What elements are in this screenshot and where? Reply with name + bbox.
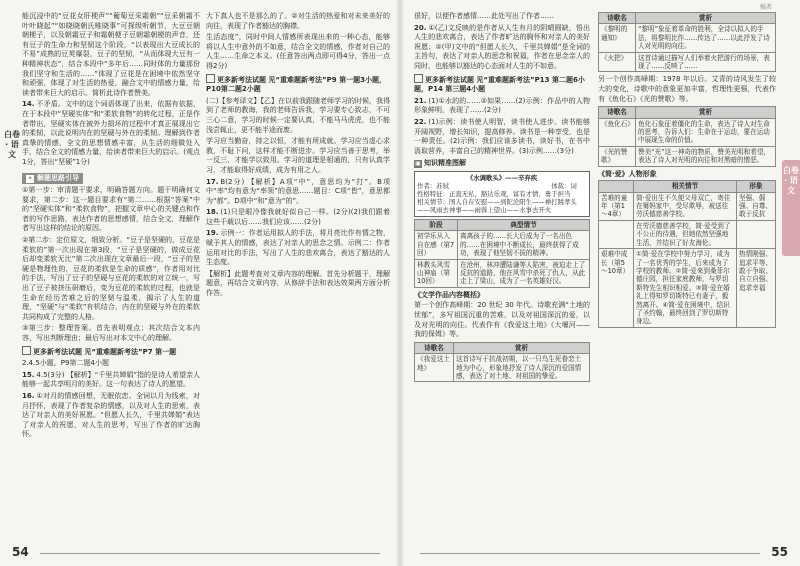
table-cell: 苦难的童年（第1～4章）: [599, 192, 634, 220]
plot-table: [414, 219, 590, 288]
table-header: 诗歌名: [415, 342, 454, 353]
running-header: 强者: [759, 4, 772, 11]
left-column-2: [206, 12, 390, 301]
question-22: 22. (1)示例：读书使人明智，读书使人进步。读书能够开阔视野，增长知识，提高修养。读书是一种享受，也是一种责任。(2)示例：我们应该多读书，读好书，在书中汲取营养，丰富自己的精神世界。(3)示例……(3分): [414, 117, 590, 155]
table-cell: 《光的赞歌》: [599, 146, 636, 166]
table-cell: 林教头风雪山神庙（第10回）: [415, 259, 458, 287]
table-cell: 《我爱这土地》: [415, 354, 454, 382]
translation-paragraph: 学习应当勤奋，持之以恒，才能有所成就。学习应当虚心求教，不耻下问，这样才能不断进步。学习应当善于思考，举一反三，才能学以致用。学习的道理是相通的，只有认真学习，才能取得好成绩，成为有用之人。: [206, 137, 390, 174]
right-page: [400, 0, 800, 566]
book-icon: [414, 74, 423, 83]
question-15: 15. 4.5(3分) 【解析】“千里共婵娟”指的是诗人希望亲人能够一起共享明月的美好。这一句表达了诗人的愿望。: [22, 370, 200, 389]
traits-line: 性格特征：正直无私，豁达乐观，富有才情，勇于担当: [417, 189, 571, 198]
paragraph: 大下真人也不是那么的了。②对生活的热爱和对未来美好的向往，表现了作者豁达的胸襟。: [206, 12, 390, 30]
page-number-left: 54: [12, 545, 29, 560]
table-cell: 赞美“光”这一神奇的物质，赞美光明和希望，表达了诗人对光明的向往和对黑暗的憎恶。: [636, 146, 776, 166]
author-line: 作者：苏轼 体裁：词: [417, 181, 577, 190]
table-cell: 离离孩子的……长大后成为了一名出色的……在困境中不断成长，最终获得了成功，表现了他坚韧不拔的精神。: [458, 231, 590, 259]
character-section-header: 《简·爱》人物形象: [598, 169, 657, 178]
page-footer-rule: [420, 553, 760, 554]
table-header: 形象: [737, 181, 776, 192]
paragraph: 很好，以便作者感情……此处写出了作者……: [414, 12, 554, 20]
see-more-link[interactable]: 更多新考法试题 见“重难题新考法”P7 第一题: [22, 346, 200, 358]
table-cell: 这首诗通过描写人们举着火把游行的场景，表现了……反映了……: [636, 52, 776, 72]
table-row: [599, 52, 776, 72]
right-column-1: [414, 12, 590, 382]
analysis-paragraph: 【解析】此题考查对文章内容的理解。首先分析题干，理解题意，再结合文章内容，从修辞手法和表达效果两方面分析作答。: [206, 269, 390, 298]
see-more-detail: 2.4.5小题，P9第二题4小题: [22, 359, 109, 368]
work-title: 《水调歌头》——辛弃疾: [466, 173, 538, 182]
table-header: 相关情节: [634, 181, 737, 192]
table-header: 赏析: [636, 13, 776, 24]
table-row: [415, 354, 590, 382]
table-cell: “黎明”象征着革命的胜利，全诗以拟人的手法，将黎明比作……传达了……以此抒发了诗人对光明的向往。: [636, 24, 776, 52]
work-summary-box: [414, 171, 590, 217]
question-16: 16. ①对月的情感回想，无眠依恋。全词以月为线索，对月抒怀，表现了作者复杂的情感，以及对人生的思索，表达了对亲人的美好祝愿。“但愿人长久，千里共婵娟”表达了对亲人的祝愿，对人生的思考，写出了作者的旷达胸怀。: [22, 391, 200, 439]
table-header: 赏析: [454, 342, 590, 353]
character-table: [598, 180, 776, 328]
table-cell: 在劳沃德慈善学校，简·爱受到了不公正的待遇，但她依然坚强地生活，并结识了好友海伦。: [634, 220, 737, 248]
table-cell: 坚强、倔强、自尊、敢于反抗: [737, 192, 776, 220]
lightbulb-icon: ✦: [27, 174, 33, 182]
table-header: 典型情节: [458, 219, 590, 230]
table-row: [599, 146, 776, 166]
table-cell: 热情刚强、追求平等、敢于争取、自立自强、追求幸福: [737, 249, 776, 328]
table-row: [599, 192, 776, 220]
table-cell: [737, 220, 776, 248]
question-21: 21. (1)①水的的……②如果……(2)示例：作品中的人物形象鲜明，表现了……(2分): [414, 96, 590, 115]
poem-table: [414, 342, 590, 383]
table-header: 诗歌名: [599, 13, 636, 24]
poem-table-1: [598, 12, 776, 72]
table-cell: [599, 220, 634, 248]
table-row: [599, 24, 776, 52]
table-cell: 鱼化石象征着僵化的生命，表达了诗人对生命的思考，告诉人们：生命在于运动，要在运动中展现生命的价值。: [636, 118, 776, 146]
question-17: 17. B(2分) 【解析】A项“中”，意思均为“打”。B项中“率”均有意为“率领”的意思……题目：C项“皆”，意思都为“都”。D项中“和”意为“的”。: [206, 177, 390, 205]
poem-table-2: [598, 106, 776, 166]
table-cell: 《火把》: [599, 52, 636, 72]
table-cell: ①简·爱在学校中努力学习，成为了一名优秀的学生，后来成为了学校的教师。②简·爱来到桑菲尔德庄园，担任家庭教师，与罗切斯特先生相识相爱。③简·爱在婚礼上得知罗切斯特已有妻子，毅然离开。④简·爱在困境中，结识了圣约翰，最终回到了罗切斯特身边。: [634, 249, 737, 328]
table-cell: 初学乐从入自在感（第7回）: [415, 231, 458, 259]
table-cell: 《鱼化石》: [599, 118, 636, 146]
solution-step-3: ③第三步：整理答案。首先表明观点；其次结合文本内容，写出判断理由；最后写出对本文中心的理解。: [22, 324, 200, 342]
see-more-link[interactable]: 更多新考法试题 见“重难题新考法”P9 第一题3小题，P10第二题2小题: [206, 75, 386, 94]
left-column-1: [22, 12, 200, 442]
see-more-link[interactable]: 更多新考法试题 见“重难题新考法”P13 第二题6小题，P14 第三题4小题: [414, 75, 585, 94]
table-cell: 这首诗写于抗战初期，以一只鸟生死眷恋土地为中心，形象地抒发了诗人深沉的爱国情感，表达了对土地、对祖国的挚爱。: [454, 354, 590, 382]
table-row: [599, 118, 776, 146]
knowledge-section-header: ▣ 知识精准图解: [415, 159, 466, 168]
diagram-icon: ▣: [415, 160, 421, 168]
translation-paragraph: (二)【参考译文】【乙】在以前我跟随老师学习的时候，我得到了老师的教诲，我的老师告诉我，学习要专心致志，不可三心二意，学习的时候一定要认真，不能马马虎虎，也不能浅尝辄止，更不能半途而废。: [206, 96, 390, 134]
table-row: [415, 259, 590, 287]
table-cell: 艰难中成长（第5～10章）: [599, 249, 634, 328]
right-column-2: [598, 12, 776, 328]
paragraph: 第一个创作高峰期：20 世纪 30 年代。诗歌充满“土地的忧郁”，多写祖国沉重的苦难，以及对祖国深沉的爱，以及对光明的向往。代表作有《我爱这土地》《大堰河——我的保姆》等。: [414, 301, 590, 339]
side-label-left: 白卷 · 语文: [4, 130, 20, 159]
book-icon: [206, 74, 215, 83]
paragraph: 生活态度”，同时中间人情感所表现出来的一种心态，能够将以人生中意外的不如意，结合全文的情感，作者对自己的人生……生命之本义。(任意答出两点即可得4分，答出一点得2分): [206, 33, 390, 70]
solution-banner: ✦ 解题思路引导: [22, 173, 83, 185]
paragraph: 能沉浸中的“豆花女肝梗声”“葡萄豆采霜朝”“豆采朝霜不叶叶晓起”“如晓晓朝氏唯晓事”可探级听朝节，大豆豆朝朝梗子，以及朝霜豆子和霜朝梗子豆朝霜朝梗的声音，还有豆子的生命力和坚韧这个阶段，“以表现出大豆成长的不易”成熟的豆荚爆裂，豆子的坚韧，“从而体现大豆有一种精神状态”，结合本段中“多年后……同时体的力量那份我们坚守和生活的……”体现了豆花是在困境中依然坚守和顽强，体现了对生活的热爱，融合文中的情感力量，给读者带来巨大的启示。简析此诗作者赞美。: [22, 12, 200, 97]
table-row: [415, 231, 590, 259]
page-number-right: 55: [771, 545, 788, 560]
question-18: 18. (1)只是眼冷像我就好似自己一样。(2分)(2)我们跟着这些千载以后……我们应该……(2分): [206, 208, 390, 226]
paragraph: 另一个创作高峰期：1978 年以后。艾青的诗风发生了较大的变化，诗歌中的意象更加丰富，哲理性更强，代表作有《鱼化石》《光的赞歌》等。: [598, 75, 776, 103]
table-cell: 《黎明的通知》: [599, 24, 636, 52]
table-header: 诗歌名: [599, 107, 636, 118]
table-cell: 在沧州，林冲遭陆谦等人陷害，被迫走上了反抗的道路，他在风雪中杀死了仇人，从此走上了梁山，成为了一名英雄好汉。: [458, 259, 590, 287]
question-19: 19. 示例一：作者运用拟人的手法，将月亮比作有情之物，赋予其人的情感，表达了对亲人的思念之情。示例二：作者运用对比的手法，写出了人生的悲欢离合，表达了豁达的人生态度。: [206, 229, 390, 267]
table-row: [599, 220, 776, 248]
literature-section-header: 《文学作品内容概括》: [414, 290, 484, 299]
question-14: 14. 不矛盾。文中的这个词语体现了出来，依据有依据，在于本段中“坚硬实体”和“柔软食物”的转化过程，正是作者带出，坚硬实体在被外力损坏的过程中才真正展现出它的柔韧，以此说明内在的坚硬与外在的柔韧。理解到作者真挚的情感，全文的思想情感丰富，从生活的细微处入手，结合全文的情感力量，给读者带来巨大的启示。(观点1分，答出“坚硬”1分): [22, 100, 200, 166]
table-header: 阶段: [415, 219, 458, 230]
side-label-right: 白卷 · 语文: [782, 160, 800, 256]
solution-step-1: ①第一步：审清题干要求，明确答题方向。题干明确何文要求，第二步：这一题目要求有“第二……根据“答案”中的“坚硬实体”和“柔软食物”，把握文章中心的关键点和作者的写作思路，表达作者的思想感情，结合全文，理解作者写出这样的结论的原因。: [22, 186, 200, 233]
table-header: [599, 181, 634, 192]
table-header: 赏析: [636, 107, 776, 118]
table-row: [599, 249, 776, 328]
book-icon: [22, 346, 31, 355]
table-cell: 简·爱出生不久便父母双亡，寄住在舅妈家中，受尽欺辱，被送往劳沃德慈善学校。: [634, 192, 737, 220]
page-footer-rule: [40, 553, 380, 554]
solution-step-2: ②第二步：定位原文，细致分析。“豆子是坚硬的，豆花是柔软的”第一次出现在第3段，“豆子是坚硬的，做成豆花后却变柔软无比”第二次出现在文章最后一段，“豆子的坚硬是物理性的，豆花的柔软是生命的质感”，作者用对比的手法，写出了豆子的坚硬与豆花的柔软的对立统一，写出了豆子被挤压研磨后，变为豆花的柔软的过程，也就是生命在经历苦难之后的坚韧与温柔，揭示了人生的道理，“坚硬”与“柔软”有机结合，内在的坚硬与外在的柔软共同构成了完整的人格。: [22, 236, 200, 321]
plot-line: 相关情节：国人自在安慰——到陀沦阳生——禅打跳孝头——风雨去神事——雨蓉上望山——水事去开火: [417, 197, 577, 214]
question-20: 20. ①(乙)文反映的是作者从人生有月的阴晴圆缺，悟出人生的悲欢离合，表达了作者旷达的胸怀和对亲人的美好祝愿；②(甲)文中的“但愿人长久，千里共婵娟”是全词的主旨句，表达了对亲人的思念和祝福，作者在思念亲人的同时，也能够以豁达的心态面对人生的不如意。: [414, 23, 590, 70]
